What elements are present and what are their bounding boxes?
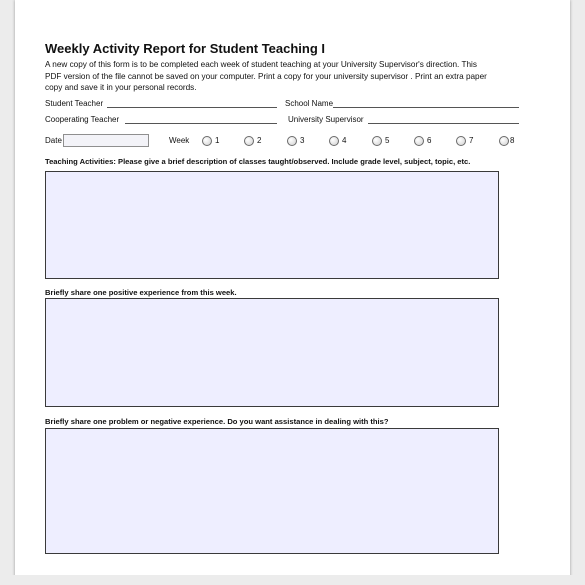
week-option-label: 3 xyxy=(300,136,305,145)
cooperating-teacher-field[interactable] xyxy=(125,123,277,124)
problem-experience-label: Briefly share one problem or negative experience. Do you want assistance in dealing with this? xyxy=(45,417,389,426)
positive-experience-label: Briefly share one positive experience from this week. xyxy=(45,288,237,297)
positive-experience-textarea[interactable] xyxy=(45,298,499,407)
week-radio-3[interactable] xyxy=(287,136,297,146)
week-radio-5[interactable] xyxy=(372,136,382,146)
university-supervisor-field[interactable] xyxy=(368,123,519,124)
week-radio-2[interactable] xyxy=(244,136,254,146)
week-option-label: 5 xyxy=(385,136,390,145)
week-option-label: 8 xyxy=(510,136,515,145)
week-radio-4[interactable] xyxy=(329,136,339,146)
intro-line: PDF version of the file cannot be saved on your computer. Print a copy for your university supervisor . Print an extra paper xyxy=(45,71,487,81)
week-radio-7[interactable] xyxy=(456,136,466,146)
week-option-label: 1 xyxy=(215,136,220,145)
week-label: Week xyxy=(169,136,190,145)
teaching-activities-label: Teaching Activities: Please give a brief description of classes taught/observed. Include grade level, subject, topic, etc. xyxy=(45,157,471,166)
week-option-label: 4 xyxy=(342,136,347,145)
university-supervisor-label: University Supervisor xyxy=(288,115,364,124)
week-option-label: 2 xyxy=(257,136,262,145)
student-teacher-field[interactable] xyxy=(107,107,277,108)
week-option-label: 6 xyxy=(427,136,432,145)
week-radio-1[interactable] xyxy=(202,136,212,146)
student-teacher-label: Student Teacher xyxy=(45,99,104,108)
school-name-field[interactable] xyxy=(333,107,519,108)
viewer-bottom-bar xyxy=(0,575,585,585)
school-name-label: School Name xyxy=(285,99,334,108)
intro-line: copy and save it in your personal records. xyxy=(45,83,197,92)
intro-text xyxy=(45,59,553,94)
week-radio-8[interactable] xyxy=(499,136,509,146)
date-label: Date xyxy=(45,136,62,145)
cooperating-teacher-label: Cooperating Teacher xyxy=(45,115,120,124)
teaching-activities-textarea[interactable] xyxy=(45,171,499,279)
document-page xyxy=(15,0,570,585)
problem-experience-textarea[interactable] xyxy=(45,428,499,554)
form-title: Weekly Activity Report for Student Teaching I xyxy=(45,41,326,56)
intro-line: A new copy of this form is to be completed each week of student teaching at your University Supervisor's direction. This xyxy=(45,60,477,69)
date-input[interactable] xyxy=(63,134,149,147)
week-radio-6[interactable] xyxy=(414,136,424,146)
week-option-label: 7 xyxy=(469,136,474,145)
